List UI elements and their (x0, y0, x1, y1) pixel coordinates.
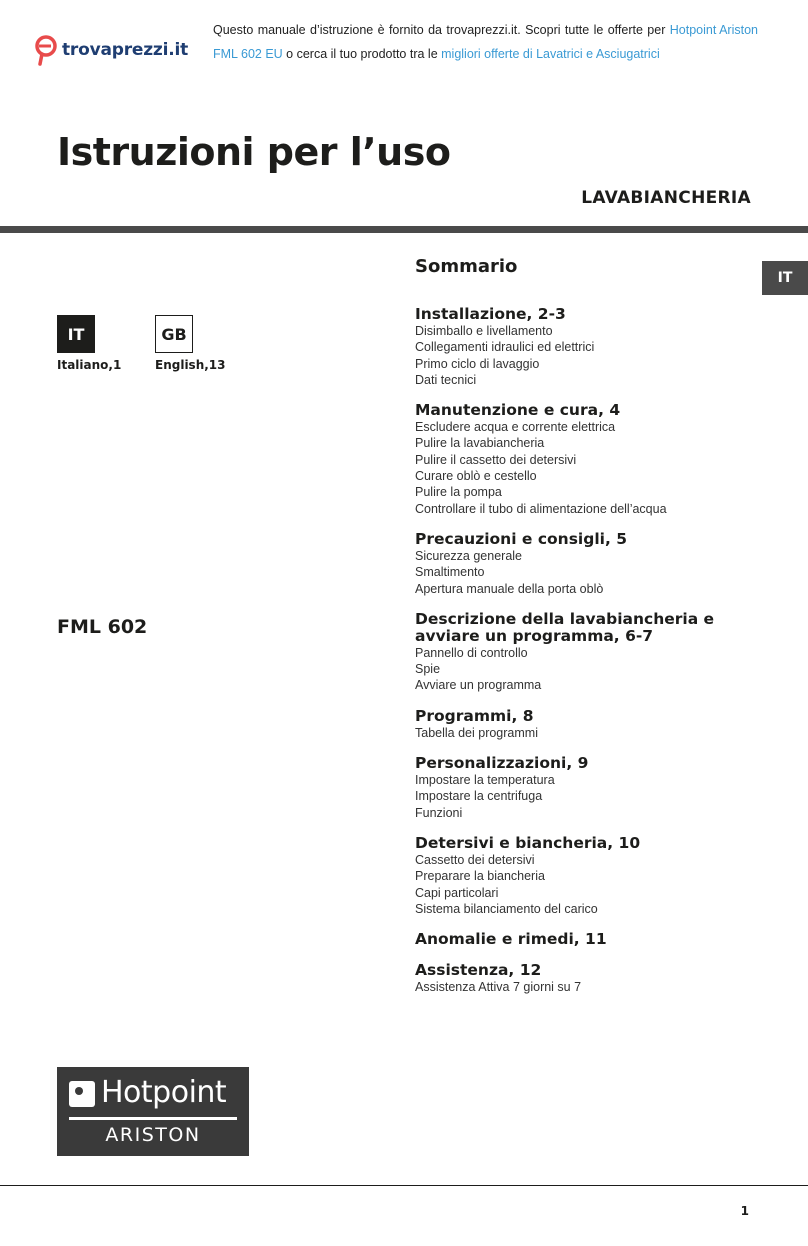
toc-section (415, 402, 745, 517)
banner-line-2 (213, 42, 758, 66)
toc-item[interactable]: Pulire il cassetto dei detersivi (415, 452, 577, 467)
toc-item[interactable]: Disimballo e livellamento (415, 324, 553, 338)
language-it-box[interactable]: IT (57, 315, 95, 353)
language-gb-label: English,13 (155, 358, 226, 372)
header-divider (0, 226, 808, 233)
toc-item[interactable]: Smaltimento (415, 565, 485, 580)
language-gb-box[interactable]: GB (155, 315, 193, 353)
hotpoint-logo-mark-icon (69, 1081, 95, 1107)
toc-item[interactable]: Avviare un programma (415, 678, 542, 693)
toc-section-title[interactable]: Detersivi e biancheria, 10 (415, 833, 641, 852)
banner-word: fornito (388, 23, 424, 37)
banner-word: manuale (257, 23, 306, 37)
toc-item[interactable]: Pulire la pompa (415, 485, 502, 500)
toc-item[interactable]: Impostare la centrifuga (415, 789, 543, 804)
banner-line-1 (213, 18, 758, 42)
banner-word: è (377, 23, 385, 37)
table-of-contents (415, 306, 745, 1009)
toc-section (415, 962, 745, 995)
page-number: 1 (740, 1204, 749, 1218)
banner-word: d’istruzione (310, 23, 374, 37)
toc-item[interactable]: Assistenza Attiva 7 giorni su 7 (415, 980, 582, 995)
toc-item[interactable]: Impostare la temperatura (415, 773, 555, 788)
toc-section-title[interactable]: Descrizione della lavabiancheria e avviare un programma, 6-7 (415, 609, 715, 645)
toc-item[interactable]: Preparare la biancheria (415, 869, 545, 884)
toc-section-title[interactable]: Assistenza, 12 (415, 961, 542, 980)
toc-section (415, 755, 745, 821)
source-banner (213, 18, 758, 66)
hotpoint-ariston-link[interactable]: Hotpoint Ariston (669, 23, 758, 37)
offers-link[interactable]: migliori offerte di Lavatrici e Asciugatrici (441, 47, 660, 61)
toc-item[interactable]: Curare oblò e cestello (415, 469, 537, 484)
banner-word: offerte (607, 23, 643, 37)
brand-line-2: ARISTON (105, 1124, 201, 1146)
toc-section (415, 306, 745, 388)
side-language-tab: IT (762, 261, 808, 295)
summary-heading: Sommario (415, 256, 518, 277)
banner-word: per (647, 23, 666, 37)
brand-underline (69, 1117, 237, 1120)
hotpoint-ariston-logo (57, 1067, 249, 1156)
toc-section-title[interactable]: Programmi, 8 (415, 706, 534, 725)
banner-word: trovaprezzi.it. (446, 23, 521, 37)
footer-divider (0, 1185, 808, 1186)
toc-item[interactable]: Sicurezza generale (415, 548, 523, 563)
banner-word: Scopri (525, 23, 561, 37)
toc-section-title[interactable]: Anomalie e rimedi, 11 (415, 930, 607, 949)
banner-word: Questo (213, 23, 254, 37)
toc-item[interactable]: Escludere acqua e corrente elettrica (415, 420, 616, 435)
trovaprezzi-logo[interactable] (34, 34, 188, 66)
page-title: Istruzioni per l’uso (57, 130, 451, 174)
toc-item[interactable]: Capi particolari (415, 885, 499, 900)
brand-line-1: Hotpoint (101, 1075, 227, 1110)
toc-item[interactable]: Dati tecnici (415, 372, 477, 387)
toc-section-title[interactable]: Installazione, 2-3 (415, 305, 566, 323)
banner-word: da (428, 23, 442, 37)
toc-section (415, 531, 745, 597)
toc-section (415, 835, 745, 917)
banner-mid-text: o cerca il tuo prodotto tra le (282, 47, 442, 61)
toc-item[interactable]: Primo ciclo di lavaggio (415, 356, 540, 371)
toc-item[interactable]: Cassetto dei detersivi (415, 852, 535, 867)
toc-item[interactable]: Pulire la lavabiancheria (415, 436, 545, 451)
banner-word: le (593, 23, 604, 37)
model-name: FML 602 (57, 616, 148, 638)
toc-item[interactable]: Pannello di controllo (415, 645, 528, 660)
toc-section (415, 931, 745, 948)
price-tag-icon (34, 34, 58, 66)
toc-item[interactable]: Funzioni (415, 805, 463, 820)
toc-section-title[interactable]: Personalizzazioni, 9 (415, 754, 589, 773)
toc-section (415, 611, 745, 694)
logo-text: trovaprezzi.it (62, 40, 189, 60)
toc-item[interactable]: Collegamenti idraulici ed elettrici (415, 340, 595, 355)
product-type: LAVABIANCHERIA (581, 188, 751, 208)
toc-item[interactable]: Spie (415, 662, 441, 677)
toc-item[interactable]: Sistema bilanciamento del carico (415, 901, 598, 916)
toc-section-title[interactable]: Precauzioni e consigli, 5 (415, 529, 628, 548)
toc-item[interactable]: Tabella dei programmi (415, 725, 538, 740)
toc-section-title[interactable]: Manutenzione e cura, 4 (415, 401, 621, 420)
toc-item[interactable]: Apertura manuale della porta oblò (415, 581, 604, 596)
toc-item[interactable]: Controllare il tubo di alimentazione dell’acqua (415, 501, 667, 516)
model-link[interactable]: FML 602 EU (213, 47, 283, 61)
toc-section (415, 708, 745, 741)
banner-word: tutte (564, 23, 590, 37)
language-it-label: Italiano,1 (57, 358, 122, 372)
